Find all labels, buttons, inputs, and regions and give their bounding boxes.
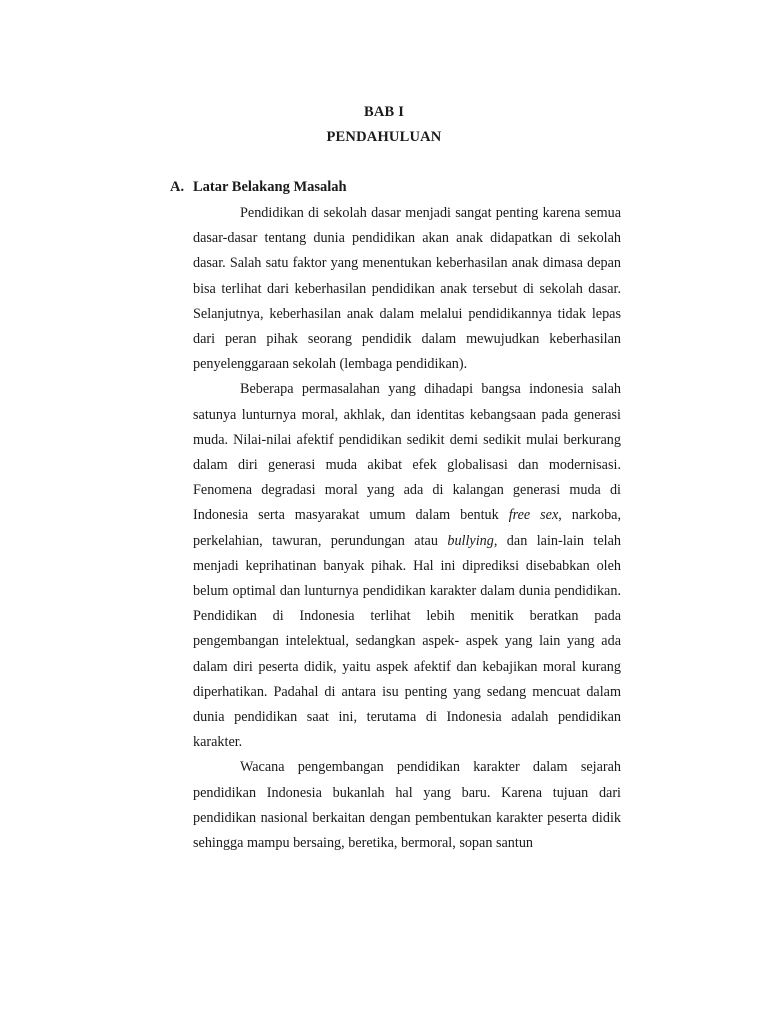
- paragraph-2-part-2: , narkoba, perkelahian, tawuran, perundungan atau: [193, 507, 622, 549]
- paragraph-2-part-3: , dan lain-lain telah menjadi keprihatinan banyak pihak. Hal ini diprediksi disebabkan oleh belum optimal dan lunturnya pendidikan karakter dalam dunia pendidikan. Pendidikan di Indonesia terlihat lebih menitik beratkan pada pengembangan intelektual, sedangkan aspek- aspek yang lain yang ada dalam diri peserta didik, yaitu aspek afektif dan kebajikan moral kurang diperhatikan. Padahal di antara isu penting yang sedang mencuat dalam dunia pendidikan saat ini, terutama di Indonesia adalah pendidikan karakter.: [193, 532, 621, 751]
- paragraph-2: [193, 377, 621, 755]
- chapter-number: BAB I: [363, 104, 405, 120]
- section-heading: [170, 179, 347, 196]
- section-letter: A.: [170, 179, 185, 195]
- paragraph-2-italic-bullying: bullying: [447, 532, 494, 549]
- paragraph-2-italic-free-sex: free sex: [508, 507, 559, 524]
- body-text: [193, 201, 621, 856]
- paragraph-1: Pendidikan di sekolah dasar menjadi sangat penting karena semua dasar-dasar tentang dunia pendidikan akan anak didapatkan di sekolah dasar. Salah satu faktor yang menentukan keberhasilan anak dimasa depan bisa terlihat dari keberhasilan pendidikan anak tersebut di sekolah dasar. Selanjutnya, keberhasilan anak dalam melalui pendidikannya tidak lepas dari peran pihak seorang pendidik dalam mewujudkan keberhasilan penyelenggaraan sekolah (lembaga pendidikan).: [193, 205, 621, 373]
- paragraph-3: Wacana pengembangan pendidikan karakter dalam sejarah pendidikan Indonesia bukanlah hal yang baru. Karena tujuan dari pendidikan nasional berkaitan dengan pembentukan karakter peserta didik sehingga mampu bersaing, beretika, bermoral, sopan santun: [193, 759, 621, 852]
- section-title: Latar Belakang Masalah: [193, 179, 347, 195]
- chapter-title: PENDAHULUAN: [326, 129, 442, 145]
- paragraph-2-part-1: Beberapa permasalahan yang dihadapi bangsa indonesia salah satunya lunturnya moral, akhlak, dan identitas kebangsaan pada generasi muda. Nilai-nilai afektif pendidikan sedikit demi sedikit mulai berkurang dalam diri generasi muda akibat efek globalisasi dan modernisasi. Fenomena degradasi moral yang ada di kalangan generasi muda di Indonesia serta masyarakat umum dalam bentuk: [193, 381, 621, 524]
